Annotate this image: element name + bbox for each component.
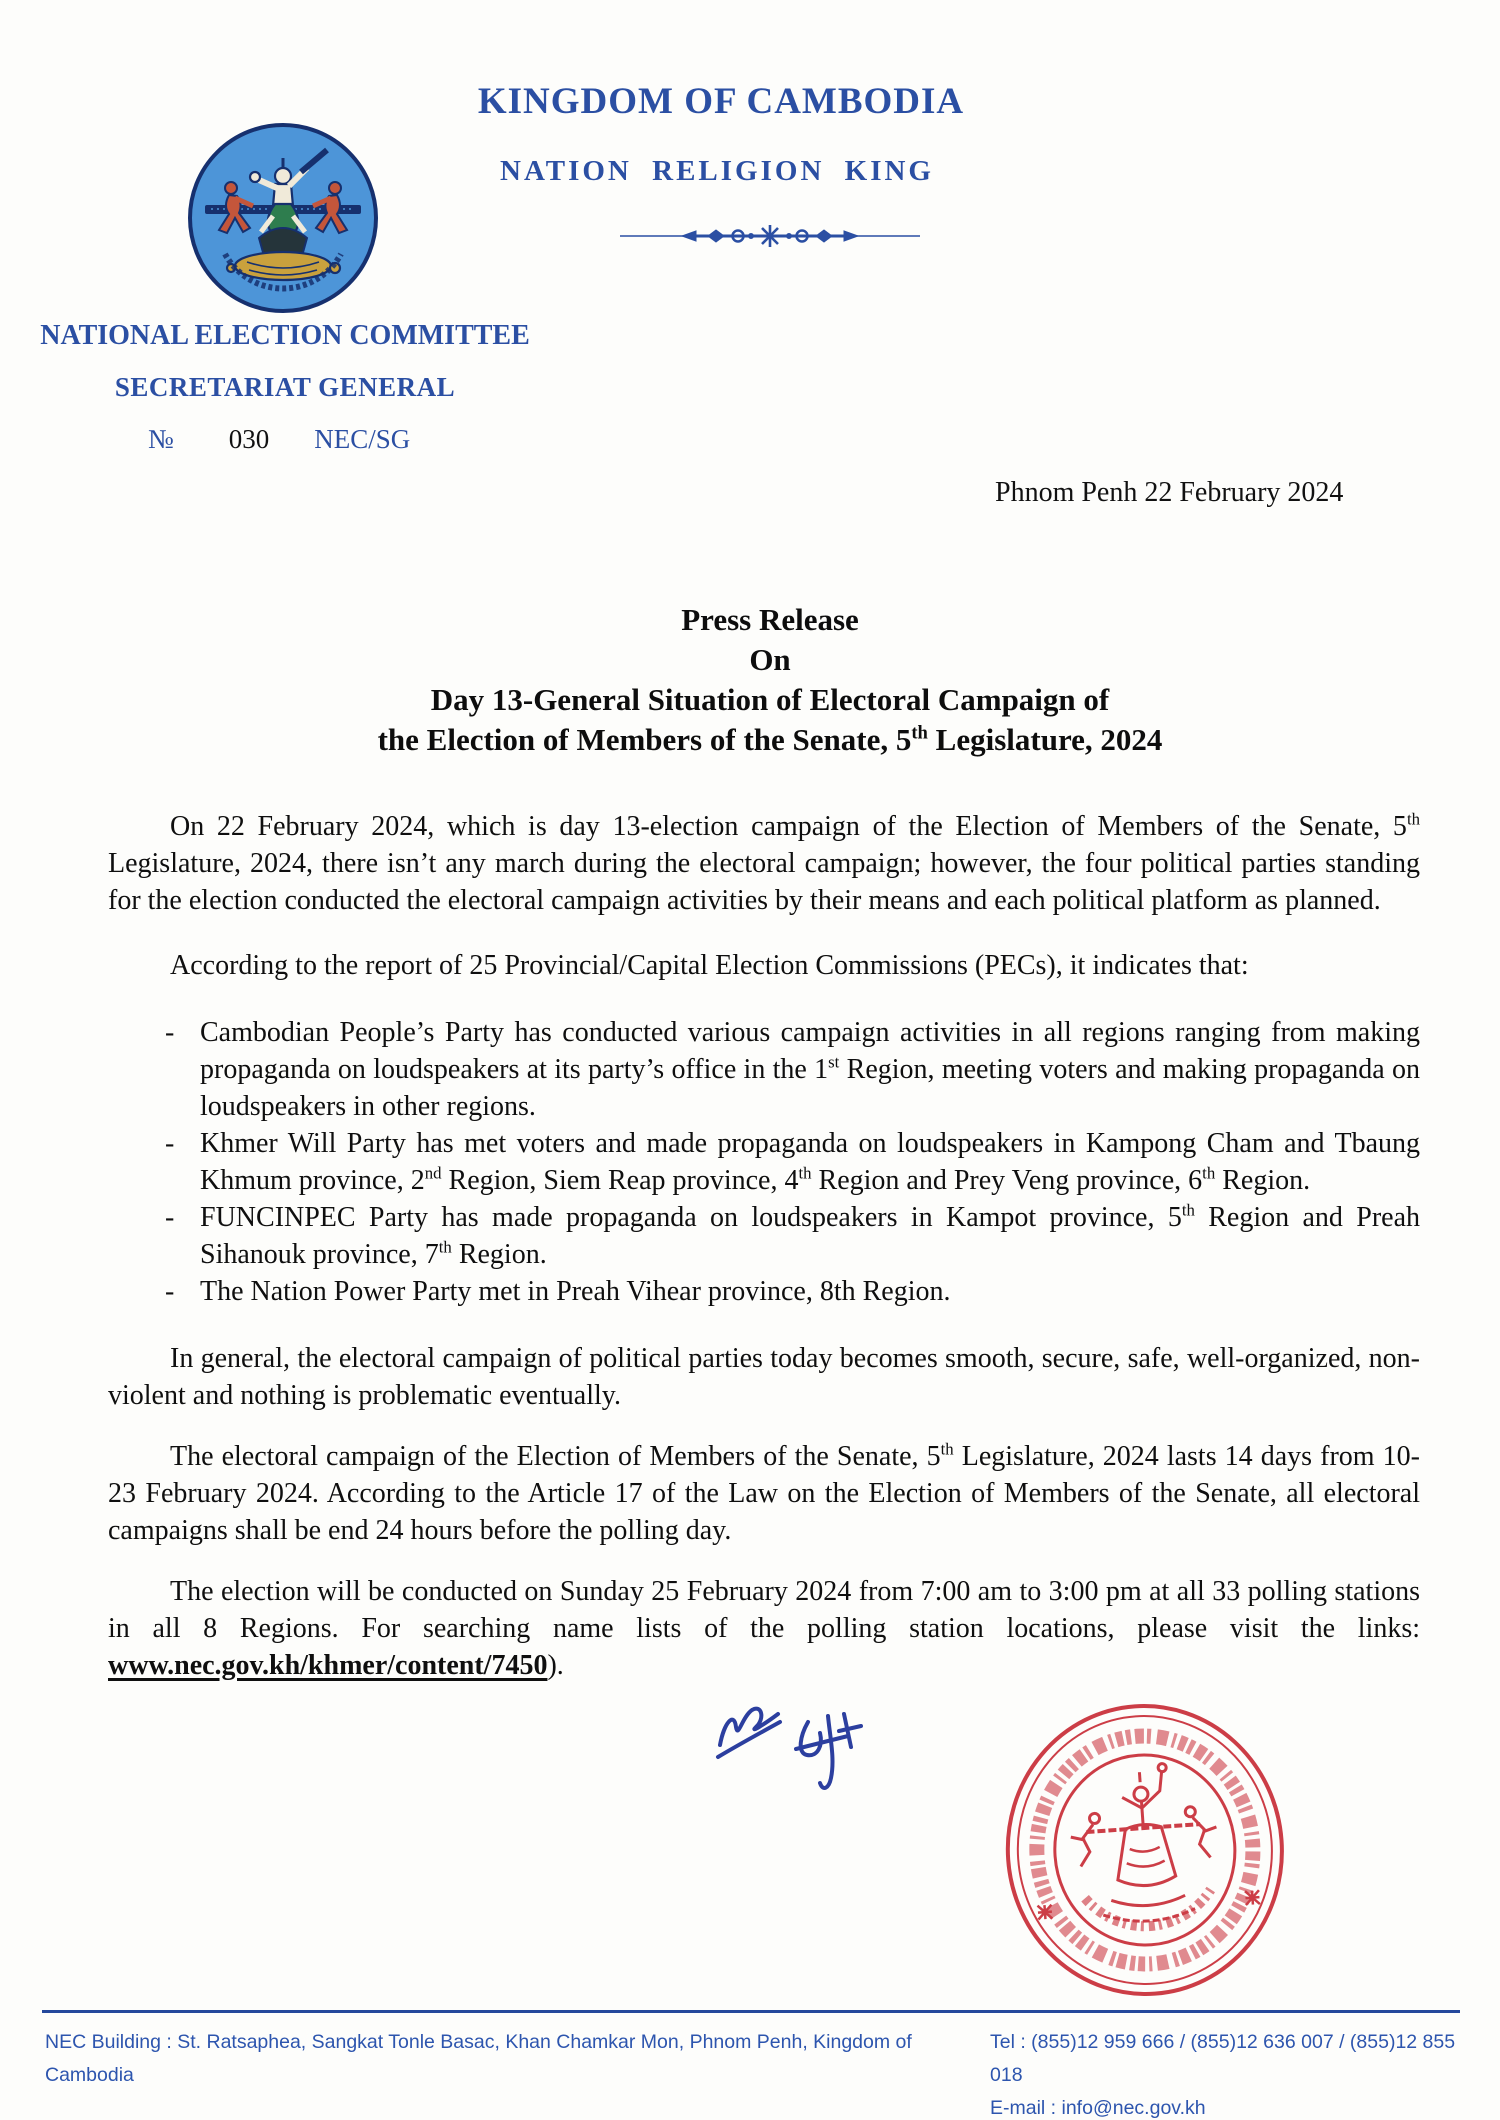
ordinal-superscript: th bbox=[798, 1163, 812, 1183]
nec-emblem-logo bbox=[185, 120, 381, 316]
ordinal-superscript: st bbox=[828, 1052, 840, 1072]
doc-number-suffix: NEC/SG bbox=[314, 424, 411, 454]
ordinal-superscript: th bbox=[911, 722, 928, 744]
bullet-list bbox=[108, 1014, 1420, 1310]
bullet-item bbox=[108, 1199, 1420, 1273]
footer-contact bbox=[990, 2026, 1460, 2120]
paragraph-1: On 22 February 2024, which is day 13-election campaign of the Election of Members of the Senate, 5th Legislature, 2024, there isn’t any march during the electoral campaign; however, the four political parties standing for the election conducted the electoral campaign activities by their means and each political platform as planned. bbox=[108, 809, 1420, 916]
bullet-dash: - bbox=[165, 1276, 175, 1307]
national-motto: NATION RELIGION KING bbox=[500, 155, 934, 187]
bullet-text: Khmer Will Party has met voters and made propaganda on loudspeakers in Kampong Cham and Tbaung Khmum province, 2nd Region, Siem Reap province, 4th Region and Prey Veng province, 6th Region. bbox=[200, 1128, 1420, 1196]
bullet-item bbox=[108, 1273, 1420, 1310]
committee-name: NATIONAL ELECTION COMMITTEE bbox=[40, 320, 530, 351]
doc-number-value: 030 bbox=[228, 424, 270, 454]
ornamental-divider-icon bbox=[620, 222, 920, 250]
title-line-2: On bbox=[749, 642, 791, 677]
nec-emblem-icon bbox=[185, 120, 381, 316]
title-line-4: the Election of Members of the Senate, 5th Legislature, 2024 bbox=[377, 722, 1163, 757]
bullet-dash: - bbox=[165, 1017, 175, 1048]
ordinal-superscript: th bbox=[1202, 1163, 1216, 1183]
signature-ink-icon bbox=[712, 1693, 892, 1808]
paragraph-5: The election will be conducted on Sunday 25 February 2024 from 7:00 am to 3:00 pm at all 33 polling stations in all 8 Regions. For searching name lists of the polling station locations, please visit the links: www.nec.gov.kh/khmer/content/7450). bbox=[108, 1576, 1420, 1681]
footer-phone: Tel : (855)12 959 666 / (855)12 636 007 / (855)12 855 018 bbox=[990, 2031, 1456, 2086]
ordinal-superscript: th bbox=[1181, 1200, 1195, 1220]
red-seal-icon bbox=[1000, 1702, 1290, 2002]
place-date-line: Phnom Penh 22 February 2024 bbox=[995, 477, 1344, 508]
ordinal-superscript: th bbox=[940, 1439, 954, 1459]
document-body bbox=[108, 808, 1420, 1684]
paragraph-4: The electoral campaign of the Election of Members of the Senate, 5th Legislature, 2024 lasts 14 days from 10-23 February 2024. According to the Article 17 of the Law on the Election of Members of the Senate, all electoral campaigns shall be end 24 hours before the polling day. bbox=[108, 1439, 1420, 1546]
nec-red-seal bbox=[1000, 1702, 1290, 2012]
document-number-line bbox=[148, 424, 410, 455]
ornamental-divider bbox=[620, 222, 920, 250]
bullet-text: Cambodian People’s Party has conducted various campaign activities in all regions ranging from making propaganda on loudspeakers at its party’s office in the 1st Region, meeting voters and making propaganda on loudspeakers in other regions. bbox=[200, 1017, 1421, 1122]
footer-divider-line bbox=[42, 2010, 1460, 2013]
ordinal-superscript: nd bbox=[424, 1163, 442, 1183]
bullet-item bbox=[108, 1125, 1420, 1199]
bullet-text: FUNCINPEC Party has made propaganda on loudspeakers in Kampot province, 5th Region and Preah Sihanouk province, 7th Region. bbox=[200, 1200, 1421, 1270]
doc-number-symbol: № bbox=[148, 424, 174, 454]
kingdom-title: KINGDOM OF CAMBODIA bbox=[477, 81, 965, 122]
nec-website-link[interactable]: www.nec.gov.kh/khmer/content/7450 bbox=[108, 1650, 548, 1681]
footer-address: NEC Building : St. Ratsaphea, Sangkat Tonle Basac, Khan Chamkar Mon, Phnom Penh, Kingdom of Cambodia bbox=[45, 2031, 912, 2086]
bullet-dash: - bbox=[165, 1202, 175, 1233]
bullet-text: The Nation Power Party met in Preah Vihear province, 8th Region. bbox=[200, 1276, 951, 1307]
ordinal-superscript: th bbox=[1406, 809, 1420, 829]
handwritten-initials bbox=[712, 1693, 892, 1808]
ordinal-superscript: th bbox=[438, 1237, 452, 1257]
title-line-1: Press Release bbox=[681, 602, 859, 637]
footer bbox=[45, 2026, 1460, 2120]
title-line-3: Day 13-General Situation of Electoral Campaign of bbox=[430, 682, 1110, 717]
bullet-item bbox=[108, 1014, 1420, 1125]
footer-email: E-mail : info@nec.gov.kh bbox=[990, 2097, 1206, 2119]
paragraph-2: According to the report of 25 Provincial/Capital Election Commissions (PECs), it indicates that: bbox=[170, 950, 1249, 981]
document-title bbox=[40, 600, 1500, 760]
paragraph-3: In general, the electoral campaign of political parties today becomes smooth, secure, safe, well-organized, non-violent and nothing is problematic eventually. bbox=[108, 1343, 1420, 1411]
bullet-dash: - bbox=[165, 1128, 175, 1159]
secretariat-name: SECRETARIAT GENERAL bbox=[114, 372, 456, 402]
